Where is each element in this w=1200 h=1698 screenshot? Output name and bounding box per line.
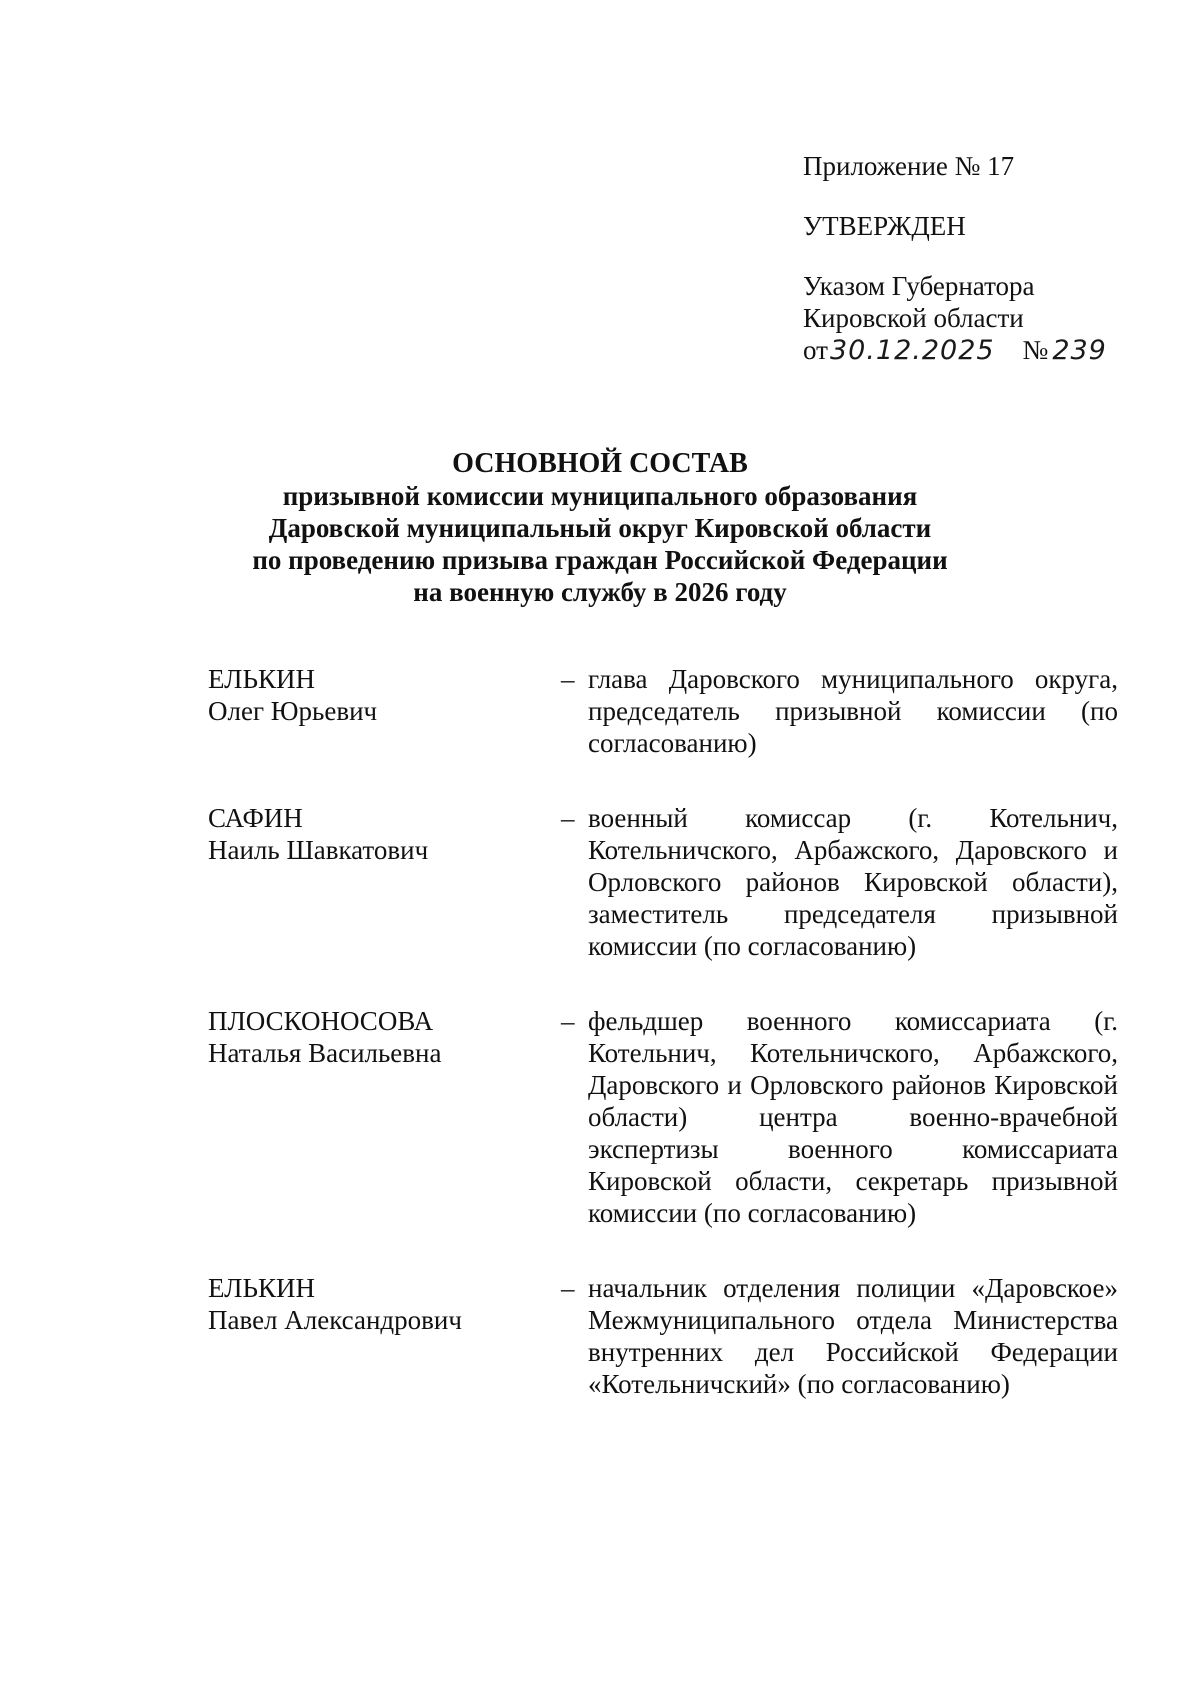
member-dash: – — [561, 664, 575, 694]
member-dash: – — [561, 1006, 575, 1036]
decree-date-line — [803, 334, 1107, 367]
member-given-name: Олег Юрьевич — [208, 696, 378, 726]
handwritten-number: 239 — [1052, 335, 1107, 366]
title-line-4: на военную службу в 2026 году — [413, 577, 787, 607]
title-line-3: по проведению призыва граждан Российской Федерации — [252, 545, 948, 575]
member-surname: САФИН — [208, 803, 303, 833]
title-main: ОСНОВНОЙ СОСТАВ — [452, 448, 748, 479]
member-dash: – — [561, 803, 575, 833]
decree-line-2: Кировской области — [803, 303, 1024, 333]
member-surname: ЕЛЬКИН — [208, 1273, 315, 1303]
member-given-name: Павел Александрович — [208, 1305, 462, 1335]
member-given-name: Наталья Васильевна — [208, 1038, 442, 1068]
member-name — [208, 663, 561, 759]
decree-line-1: Указом Губернатора — [803, 271, 1035, 301]
approval-stamp — [803, 150, 1107, 367]
date-prefix: от — [803, 335, 828, 365]
appendix-number: Приложение № 17 — [803, 151, 1015, 181]
member-surname: ЕЛЬКИН — [208, 664, 315, 694]
member-name — [208, 802, 561, 962]
member-name — [208, 1272, 561, 1400]
member-surname: ПЛОСКОНОСОВА — [208, 1006, 434, 1036]
member-role: глава Даровского муниципального округа, председатель призывной комиссии (по согласованию) — [588, 664, 1118, 758]
title-line-1: призывной комиссии муниципального образования — [282, 481, 918, 511]
member-row — [208, 663, 1123, 759]
number-prefix: № — [1022, 335, 1049, 365]
members-list — [208, 663, 1123, 1443]
decree-reference — [803, 270, 1107, 367]
member-dash: – — [561, 1273, 575, 1303]
member-row — [208, 1005, 1123, 1229]
document-title — [160, 448, 1040, 608]
member-given-name: Наиль Шавкатович — [208, 835, 429, 865]
member-row — [208, 1272, 1123, 1400]
member-role: фельдшер военного комиссариата (г. Котельнич, Котельничского, Арбажского, Даровского и Орловского районов Кировской области) центра военно-врачебной экспертизы военного комиссариата Кировской области, секретарь призывной комиссии (по согласованию) — [588, 1006, 1118, 1228]
title-line-2: Даровской муниципальный округ Кировской области — [268, 513, 932, 543]
member-role: начальник отделения полиции «Даровское» Межмуниципального отдела Министерства внутренних дел Российской Федерации «Котельничский» (по согласованию) — [588, 1273, 1118, 1399]
member-name — [208, 1005, 561, 1229]
approved-label: УТВЕРЖДЕН — [803, 211, 966, 241]
member-row — [208, 802, 1123, 962]
handwritten-date: 30.12.2025 — [829, 335, 995, 366]
member-role: военный комиссар (г. Котельнич, Котельничского, Арбажского, Даровского и Орловского районов Кировской области), заместитель председателя призывной комиссии (по согласованию) — [588, 803, 1118, 961]
